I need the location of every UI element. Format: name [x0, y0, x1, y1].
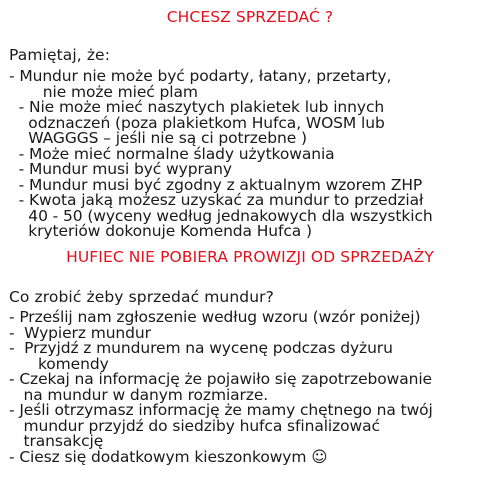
requirements-list	[9, 69, 494, 240]
list-item: 40 - 50 (wyceny według jednakowych dla wszystkich	[9, 206, 433, 225]
steps-list	[9, 310, 494, 465]
heading-no-commission: HUFIEC NIE POBIERA PROWIZJI OD SPRZEDAŻY	[66, 248, 434, 266]
list-item: - Prześlij nam zgłoszenie według wzoru (wzór poniżej)	[9, 308, 421, 326]
list-item: - Mundur nie może być podarty, łatany, przetarty,	[9, 67, 392, 85]
intro-how-to-sell: Co zrobić żeby sprzedać mundur?	[9, 288, 274, 306]
list-item: kryteriów dokonuje Komenda Hufca )	[9, 222, 312, 240]
list-item: - Przyjdź z mundurem na wycenę podczas dyżuru	[9, 339, 393, 357]
intro-remember: Pamiętaj, że:	[9, 46, 111, 64]
list-item: transakcję	[9, 432, 104, 450]
list-item: - Kwota jaką możesz uzyskać za mundur to przedział	[9, 191, 424, 209]
list-item: na mundur w danym rozmiarze.	[9, 385, 269, 404]
list-item: - Ciesz się dodatkowym kieszonkowym ☺	[9, 447, 328, 466]
list-item: - Mundur musi być zgodny z aktualnym wzorem ZHP	[9, 175, 423, 194]
list-item: odznaczeń (poza plakietkom Hufca, WOSM lub	[9, 113, 385, 132]
list-item: WAGGGS – jeśli nie są ci potrzebne )	[9, 129, 307, 147]
list-item: mundur przyjdź do siedziby hufca sfinalizować	[9, 416, 380, 435]
list-item: - Czekaj na informację że pojawiło się zapotrzebowanie	[9, 370, 432, 388]
list-item: - Nie może mieć naszytych plakietek lub innych	[9, 98, 385, 116]
list-item: - Wypierz mundur	[9, 323, 151, 342]
heading-sell-question: CHCESZ SPRZEDAĆ ?	[166, 8, 334, 26]
list-item: - Mundur musi być wyprany	[9, 160, 232, 178]
list-item: - Jeśli otrzymasz informację że mamy chętnego na twój	[9, 401, 433, 419]
list-item: komendy	[9, 354, 109, 373]
list-item: - Może mieć normalne ślady użytkowania	[9, 144, 335, 163]
list-item: nie może mieć plam	[9, 82, 198, 101]
